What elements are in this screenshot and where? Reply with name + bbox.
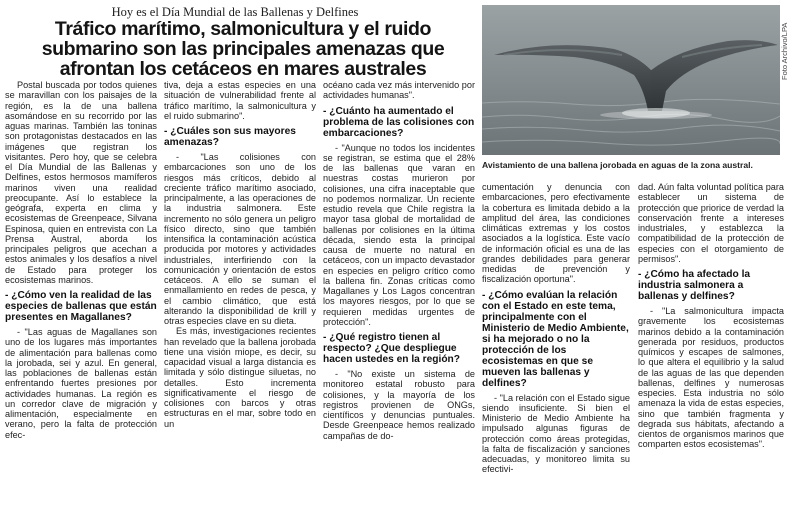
whale-tail-photo [482,5,780,155]
answer-paragraph: - "No existe un sistema de monitoreo estatal robusto para colisiones, y la mayoría de los registros provienen de ONGs, científicos y denuncias puntuales. Desde Greenpeace hemos realizado campañas de do- [323,369,475,441]
body-paragraph: cumentación y denuncia con embarcaciones, pero efectivamente la cobertura es limitada debido a la amplitud del área, las condiciones climáticas extremas y los costos asociados a la logística. Este vacío de información oficial es una de las grandes debilidades para generar medidas de prevención y fiscalización oportuna". [482,182,630,285]
headline: Tráfico marítimo, salmonicultura y el ruido submarino son las principales amenazas que afrontan los cetáceos en mares australes [41,18,445,80]
column-5 [638,182,784,450]
question-heading: - ¿Cómo evalúan la relación con el Estado en este tema, principalmente con el Ministerio de Medio Ambiente, si ha mejorado o no la protección de los ecosistemas en que se mueven las ballenas y delfines? [482,289,629,389]
question-heading: - ¿Cómo ha afectado la industria salmonera a ballenas y delfines? [638,269,751,302]
photo-caption: Avistamiento de una ballena jorobada en aguas de la zona austral. [482,160,753,170]
intro-paragraph: Postal buscada por todos quienes se maravillan con los paisajes de la región, es la de una ballena asomándose en su recorrido por las aguas marinas. También las toninas son protagonistas destacados en las imágenes que registran los visitantes. Pero hoy, que se celebra el Día Mundial de las Ballenas y Delfines, estos hermosos mamíferos marinos viven una realidad preocupante. Así lo establece la geógrafa, experta en clima y ecosistemas de Greenpeace, Silvana Espinosa, quien en entrevista con La Prensa Austral, aborda los principales peligros que acechan a estos animales y los desafíos a nivel de Estado para proteger los ecosistemas marinos. [5,80,157,285]
question-heading: - ¿Cuáles son sus mayores amenazas? [164,126,296,148]
body-paragraph: dad. Aún falta voluntad política para establecer un sistema de protección que priorice de verdad la conservación frente a intereses industriales, y establezca la compatibilidad de la protección de especies con el otorgamiento de permisos". [638,182,784,264]
kicker: Hoy es el Día Mundial de las Ballenas y Delfines [111,5,359,19]
body-paragraph: océano cada vez más intervenido por actividades humanas". [323,80,475,101]
answer-paragraph: - "Las aguas de Magallanes son uno de los lugares más importantes de alimentación para ballenas como la jorobada, sei y azul. En general, las poblaciones de ballenas están enfrentando fuertes presiones por actividades humanas. La región es un corredor clave de migración y alimentación, especialmente en verano, pero la falta de protección efec- [5,327,157,440]
answer-paragraph: - "Las colisiones con embarcaciones son uno de los riesgos más críticos, debido al creciente tráfico marítimo asociado, principalmente, a las operaciones de la industria salmonera. Este incremento no sólo genera un peligro físico directo, sino que también intensifica la contaminación acústica producida por motores y actividades industriales, interfiriendo con la comunicación y orientación de estos cetáceos. A ello se suman el enmallamiento en redes de pesca, y el cambio climático, que está alterando la disponibilidad de krill y otras especies clave en su dieta. [164,152,316,326]
whale-tail-illustration [482,5,780,155]
column-1 [5,80,157,440]
column-3 [323,80,475,441]
answer-paragraph: - "La relación con el Estado sigue siendo insuficiente. Si bien el Ministerio de Medio Ambiente ha impulsado algunas figuras de protección como áreas protegidas, la falta de fiscalización y sanciones adecuadas, y monitoreo limita su efectivi- [482,392,630,475]
body-paragraph: tiva, deja a estas especies en una situación de vulnerabilidad frente al tráfico marítimo, la salmonicultura y el ruido submarino". [164,80,316,121]
column-4 [482,182,630,475]
answer-paragraph: Es más, investigaciones recientes han revelado que la ballena jorobada tiene una visión miope, es decir, su capacidad visual a larga distancia es limitada y sólo distingue siluetas, no detalles. Esto incrementa significativamente el riesgo de colisiones con barcos y otras estructuras en el mar, sobre todo en un [164,326,316,429]
question-heading: - ¿Cómo ven la realidad de las especies de ballenas que están presentes en Magallanes? [5,290,157,323]
answer-paragraph: - "Aunque no todos los incidentes se registran, se estima que el 28% de las ballenas que varan en nuestras costas murieron por colisiones, una cifra inaceptable que no podemos normalizar. Un reciente estudio revela que Chile registra la mayor tasa global de mortalidad de ballenas por colisiones en la última década, siendo esta la principal causa de muerte no natural en cetáceos, con un impacto devastador en especies en peligro crítico como la ballena fin. Zonas críticas como Magallanes y Los Lagos concentran los mayores riesgos, por lo que se requieren medidas urgentes de protección". [323,142,475,327]
photo-credit: Foto Archivo/LPA [780,22,789,80]
question-heading: - ¿Qué registro tienen al respecto? ¿Que despliegue hacen ustedes en la región? [323,332,461,365]
answer-paragraph: - "La salmonicultura impacta gravemente los ecosistemas marinos debido a la contaminación generada por residuos, productos químicos y escapes de salmones, lo que altera el equilibrio y la salud de las aguas de las que dependen ballenas, delfines y numerosas especies. Esta industria no sólo amenaza la vida de estas especies, sino que también fragmenta y degrada sus hábitats, afectando a cientos de organismos marinos que comparten estos ecosistemas". [638,306,784,450]
question-heading: - ¿Cuánto ha aumentado el problema de las colisiones con embarcaciones? [323,105,475,139]
column-2 [164,80,316,429]
